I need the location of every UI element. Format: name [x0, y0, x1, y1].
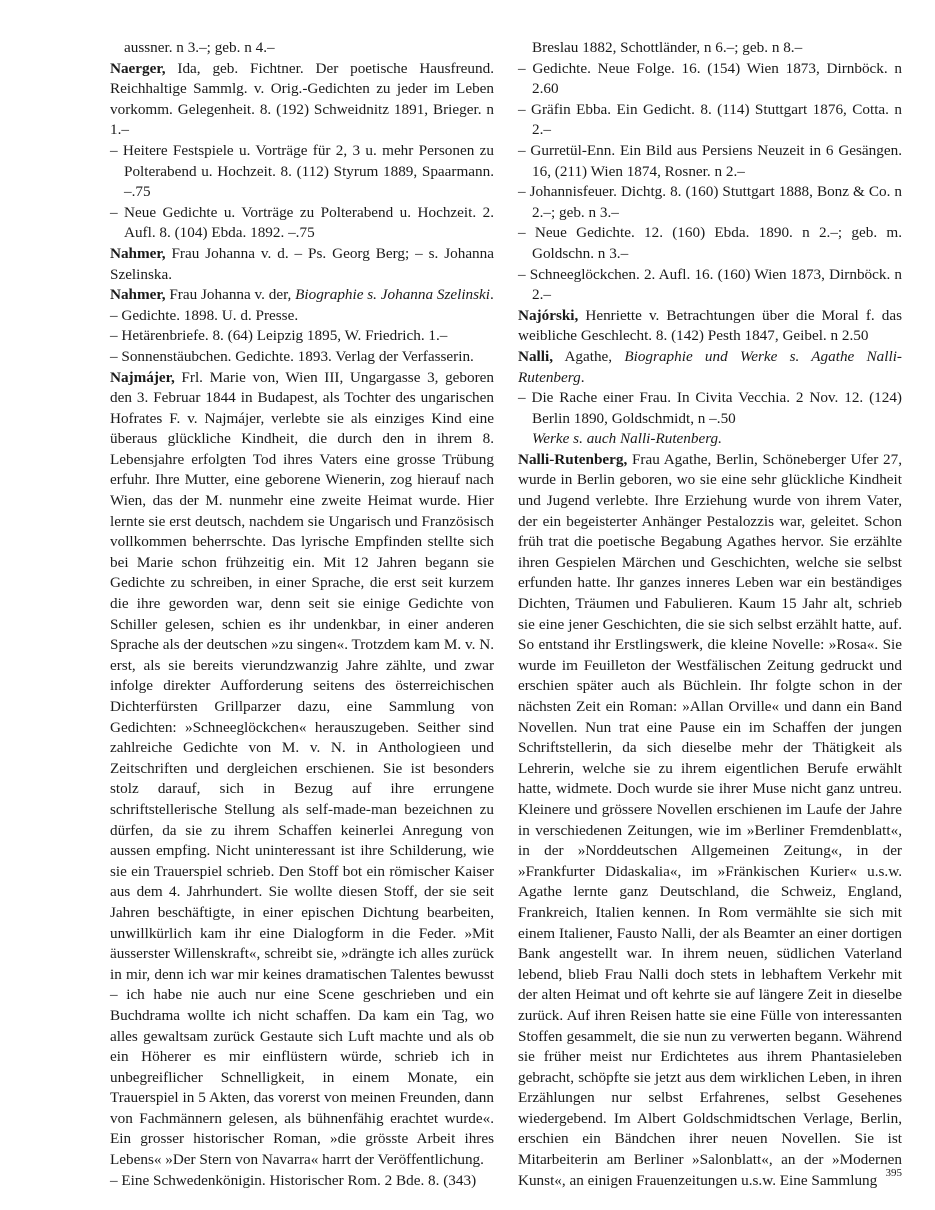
work-item: – Schneeglöckchen. 2. Aufl. 16. (160) Wien 1873, Dirnböck. n 2.– [518, 265, 902, 304]
work-item: – Gurretül-Enn. Ein Bild aus Persiens Neuzeit in 6 Gesängen. 16, (211) Wien 1874, Rosner. n 2.– [518, 141, 902, 180]
page [110, 38, 902, 1189]
entry-heading: Najmájer, [110, 368, 175, 386]
entry-text: Ida, geb. Fichtner. Der poetische Hausfreund. Reichhaltige Sammlg. v. Orig.-Gedichten zu jeder im Leben vorkomm. Gelegenheit. 8. (192) Schweidnitz 1891, Brieger. n 1.– [110, 59, 494, 139]
entry-reference: Biographie und Werke s. Agathe Nalli-Rutenberg [518, 347, 902, 386]
entry-reference: Biographie s. Johanna Szelinski [295, 286, 491, 304]
work-item: – Die Rache einer Frau. In Civita Vecchia. 2 Nov. 12. (124) Berlin 1890, Goldschmidt, n –.50 [518, 389, 902, 427]
entry-najorski [518, 306, 902, 347]
work-item: – Gedichte. Neue Folge. 16. (154) Wien 1873, Dirnböck. n 2.60 [518, 59, 902, 98]
continuation-line: Breslau 1882, Schottländer, n 6.–; geb. n 8.– [532, 39, 803, 56]
entry-nalli-rutenberg [518, 450, 902, 1191]
entry-heading: Naerger, [110, 59, 166, 77]
work-item: – Eine Schwedenkönigin. Historischer Rom. 2 Bde. 8. (343) [110, 1171, 477, 1189]
entry-nalli [518, 347, 902, 388]
entry-najmajer [110, 368, 494, 1171]
entry-text: Frau Johanna v. der, [165, 286, 296, 304]
work-item: – Neue Gedichte. 12. (160) Ebda. 1890. n 2.–; geb. m. Goldschn. n 3.– [518, 224, 902, 262]
left-column [110, 38, 494, 1191]
entry-heading: Nalli-Rutenberg, [518, 450, 628, 468]
entry-text: Frl. Marie von, Wien III, Ungargasse 3, geboren den 3. Februar 1844 in Budapest, als Tochter des ungarischen Hofrates F. v. Najmájer, verlebte sie als einziges Kind eine überaus glückliche Kindheit, die durch den in ihrem 8. Lebensjahre erfolgten Tod ihres Vaters eine grosse Trübung erfuhr. Ihre Mutter, eine geborene Wienerin, zog hierauf nach Wien, das der M. nunmehr eine zweite Heimat wurde. Hier lernte sie erst deutsch, nachdem sie Ungarisch und Französisch vollkommen beherrschte. Das lyrische Empfinden stellte sich bei Marie schon frühzeitig ein. Mit 12 Jahren begann sie Gedichte zu schreiben, in einer Sprache, die erst seit kurzem die ihre geworden war, denn seit sie einige Gedichte von Schiller gelesen, schien es ihr undenkbar, in einer anderen Sprache als der deutschen »zu singen«. Trotzdem kam M. v. N. erst, als sie bereits vierundzwanzig Jahre zählte, und zwar infolge direkter Aufforderung seitens des österreichischen Dichterfürsten Grillparzer dazu, eine Sammlung von Gedichten: »Schneeglöckchen« herauszugeben. Seither sind zahlreiche Gedichte von M. v. N. in Anthologieen und Zeitschriften und dergleichen erschienen. Sie ist besonders stolz darauf, sich in Bezug auf ihre errungene schriftstellerische Stellung als self-made-man bezeichnen zu dürfen, da sie zu ihrem Schaffen keinerlei Anregung von aussen empfing. Nicht uninteressant ist ihre Schilderung, wie sie ein Trauerspiel schrieb. Den Stoff bot ein römischer Kaiser aus dem 4. Jahrhundert. Sie wollte diesen Stoff, der sie seit Jahren beschäftigte, in einer epischen Dichtung bearbeiten, unwillkürlich kam ihr eine Dialogform in die Feder. »Mit äusserster Willenskraft«, schreibt sie, »drängte ich alles zurück in mir, denn ich war mir keines dramatischen Talentes bewusst – ich habe nie auch nur eine Scene geschrieben und ein Buchdrama wollte ich nicht schaffen. Da kam ein Tag, wo alles gewaltsam zurück Gestaute sich Luft machte und als ob ein Höherer es mir einflüstern würde, schrieb ich in unbegreiflicher Schnelligkeit, in einem Monate, ein Trauerspiel in 5 Akten, das vorerst von meinen Freunden, dann von Fachmännern gelesen, als bühnenfähig erachtet wurde«. Ein grosser historischer Roman, »die grösste Arbeit ihres Lebens« »Der Stern von Navarra« harrt der Veröffentlichung. [110, 368, 494, 1169]
entry-nahmer-pseudonym [110, 244, 494, 285]
cross-reference-note: Werke s. auch Nalli-Rutenberg. [532, 430, 722, 448]
entry-nahmer [110, 285, 494, 306]
entry-text: Frau Agathe, Berlin, Schöneberger Ufer 27, wurde in Berlin geboren, wo sie eine sehr glückliche Kindheit und Jugend verlebte. Ihre Erziehung wurde von ihrem Vater, der ein begeisterter Anhänger Pestalozzis war, geleitet. Schon früh trat die poetische Begabung Agathes hervor. Sie erzählte ihren Gespielen Märchen und Geschichten, welche sie selbst erfunden hatte. Ihr ganzes inneres Leben war ein beständiges Dichten, Träumen und Fabulieren. Kaum 15 Jahr alt, schrieb sie eine jener Geschichten, die sie sich selbst erzählt hatte, auf. So entstand ihr Erstlingswerk, die kleine Novelle: »Rosa«. Sie wurde im Feuilleton der Westfälischen Zeitung gedruckt und erschien später auch als Büchlein. Ihr folgte schon in der nächsten Zeit ein Roman: »Allan Orville« und dann ein Band Novellen. Nun trat eine Pause ein im Schaffen der jungen Schriftstellerin, da sich dieselbe mehr der Thätigkeit als Lehrerin, welche sie zu ihrem eigentlichen Berufe erwählt hatte, widmete. Doch wurde sie ihrer Muse nicht ganz untreu. Kleinere und grössere Novellen erschienen im Laufe der Jahre in verschiedenen Zeitungen, wie im »Berliner Fremdenblatt«, in der »Norddeutschen Allgemeinen Zeitung«, in der »Frankfurter Didaskalia«, im »Fränkischen Kurier« u.s.w. Agathe lernte ganz Deutschland, die Schweiz, England, Frankreich, Italien kennen. In Rom vermählte sie sich mit einem Italiener, Fausto Nalli, der als Beamter an einer dortigen Bank angestellt war. In ihrem neuen, südlichen Vaterland lebend, blieb Frau Nalli doch stets in lebhaftem Verkehr mit der alten Heimat und oft kehrte sie auf längere Zeit in dieselbe zurück. Auf ihren Reisen hatte sie eine Fülle von interessanten Stoffen gesammelt, die sie nun zu verwerten begann. Während sie früher meist nur Erdichtetes aus ihrem Phantasieleben gebracht, schöpfte sie jetzt aus dem wirklichen Leben, in ihren Erzählungen nur selbst Erfahrenes, selbst Gesehenes wiedergebend. Im Albert Goldschmidtschen Verlage, Berlin, erschien ein Bändchen ihrer neuen Novellen. Sie ist Mitarbeiterin am Berliner »Salonblatt«, an der »Modernen Kunst«, an einigen Frauenzeitungen u.s.w. Eine Sammlung [518, 450, 902, 1189]
entry-heading: Najórski, [518, 306, 579, 324]
work-item: – Gräfin Ebba. Ein Gedicht. 8. (114) Stuttgart 1876, Cotta. n 2.– [518, 100, 902, 139]
entry-text: Agathe, [553, 347, 625, 365]
entry-heading: Nalli, [518, 347, 554, 365]
entry-text: Frau Johanna v. d. – Ps. Georg Berg; – s. Johanna Szelinska. [110, 244, 494, 283]
work-item: – Heitere Festspiele u. Vorträge für 2, 3 u. mehr Personen zu Polterabend u. Hochzeit. 8. (112) Styrum 1889, Spaarmann. –.75 [110, 141, 494, 201]
work-item: – Gedichte. 1898. U. d. Presse. [110, 306, 299, 324]
continuation-line: aussner. n 3.–; geb. n 4.– [124, 39, 275, 56]
work-item: – Sonnenstäubchen. Gedichte. 1893. Verlag der Verfasserin. [110, 347, 474, 365]
work-item: – Neue Gedichte u. Vorträge zu Polterabend u. Hochzeit. 2. Aufl. 8. (104) Ebda. 1892. –.75 [110, 203, 494, 242]
right-column [518, 38, 902, 1191]
work-item: – Johannisfeuer. Dichtg. 8. (160) Stuttgart 1888, Bonz & Co. n 2.–; geb. n 3.– [518, 183, 902, 221]
entry-naerger [110, 59, 494, 141]
entry-heading: Nahmer, [110, 244, 166, 262]
entry-text-end: . [580, 368, 585, 386]
entry-heading: Nahmer, [110, 286, 166, 304]
entry-text-end: . [490, 286, 494, 304]
work-item: – Hetärenbriefe. 8. (64) Leipzig 1895, W. Friedrich. 1.– [110, 327, 448, 345]
page-number: 395 [885, 1167, 902, 1179]
entry-text: Henriette v. Betrachtungen über die Moral f. das weibliche Geschlecht. 8. (142) Pesth 1847, Geibel. n 2.50 [518, 306, 902, 345]
